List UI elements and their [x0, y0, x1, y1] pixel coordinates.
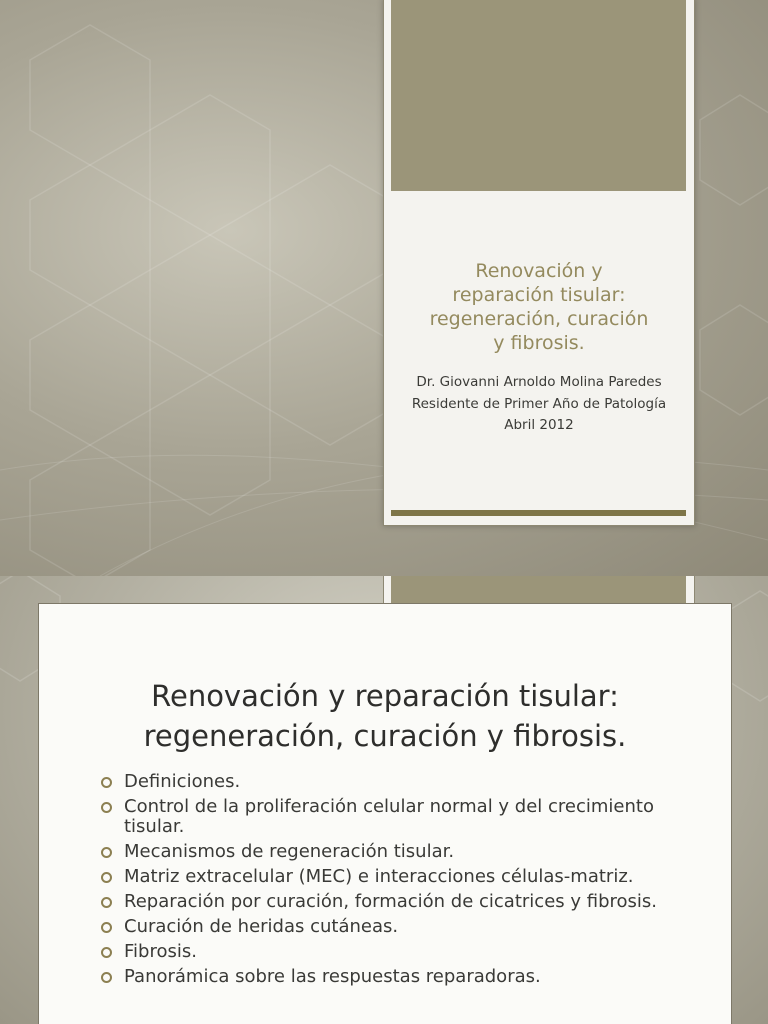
bullet-circle-icon — [101, 922, 112, 933]
bullet-item — [99, 892, 699, 912]
bullet-item — [99, 867, 699, 887]
bullet-text: Mecanismos de regeneración tisular. — [124, 841, 455, 862]
presentation-date: Abril 2012 — [504, 417, 574, 433]
title-line: Renovación y — [475, 260, 603, 282]
bullet-item — [99, 772, 699, 792]
bullet-item — [99, 967, 699, 987]
bullet-circle-icon — [101, 872, 112, 883]
title-card — [383, 0, 695, 526]
bullet-item — [99, 917, 699, 937]
presentation-subtitle — [390, 372, 688, 437]
title-line: reparación tisular: — [452, 284, 626, 306]
heading-line: regeneración, curación y fibrosis. — [143, 719, 627, 753]
bullet-text: Reparación por curación, formación de cicatrices y fibrosis. — [124, 891, 658, 912]
bullet-item — [99, 797, 699, 837]
title-line: regeneración, curación — [429, 308, 649, 330]
bullet-circle-icon — [101, 847, 112, 858]
author-role: Residente de Primer Año de Patología — [411, 395, 667, 412]
author-name: Dr. Giovanni Arnoldo Molina Paredes — [416, 374, 662, 390]
bullet-circle-icon — [101, 897, 112, 908]
bullet-list — [99, 772, 699, 992]
title-line: y fibrosis. — [493, 332, 585, 354]
bullet-item — [99, 842, 699, 862]
heading-line: Renovación y reparación tisular: — [151, 679, 619, 713]
bullet-text: Control de la proliferación celular normal y del crecimiento tisular. — [124, 796, 654, 837]
title-card-band — [391, 0, 686, 191]
slide-heading — [39, 676, 731, 756]
bullet-text: Fibrosis. — [124, 941, 197, 962]
title-card-rule — [391, 510, 686, 516]
bullet-circle-icon — [101, 777, 112, 788]
bullet-text: Definiciones. — [124, 771, 241, 792]
bullet-circle-icon — [101, 972, 112, 983]
content-card — [38, 603, 732, 1024]
bullet-text: Matriz extracelular (MEC) e interacciones células-matriz. — [124, 866, 634, 887]
presentation-title — [396, 259, 682, 355]
bullet-circle-icon — [101, 802, 112, 813]
bullet-item — [99, 942, 699, 962]
bullet-text: Curación de heridas cutáneas. — [124, 916, 399, 937]
bullet-text: Panorámica sobre las respuestas reparadoras. — [124, 966, 541, 987]
bullet-circle-icon — [101, 947, 112, 958]
slide-contents — [0, 576, 768, 1024]
